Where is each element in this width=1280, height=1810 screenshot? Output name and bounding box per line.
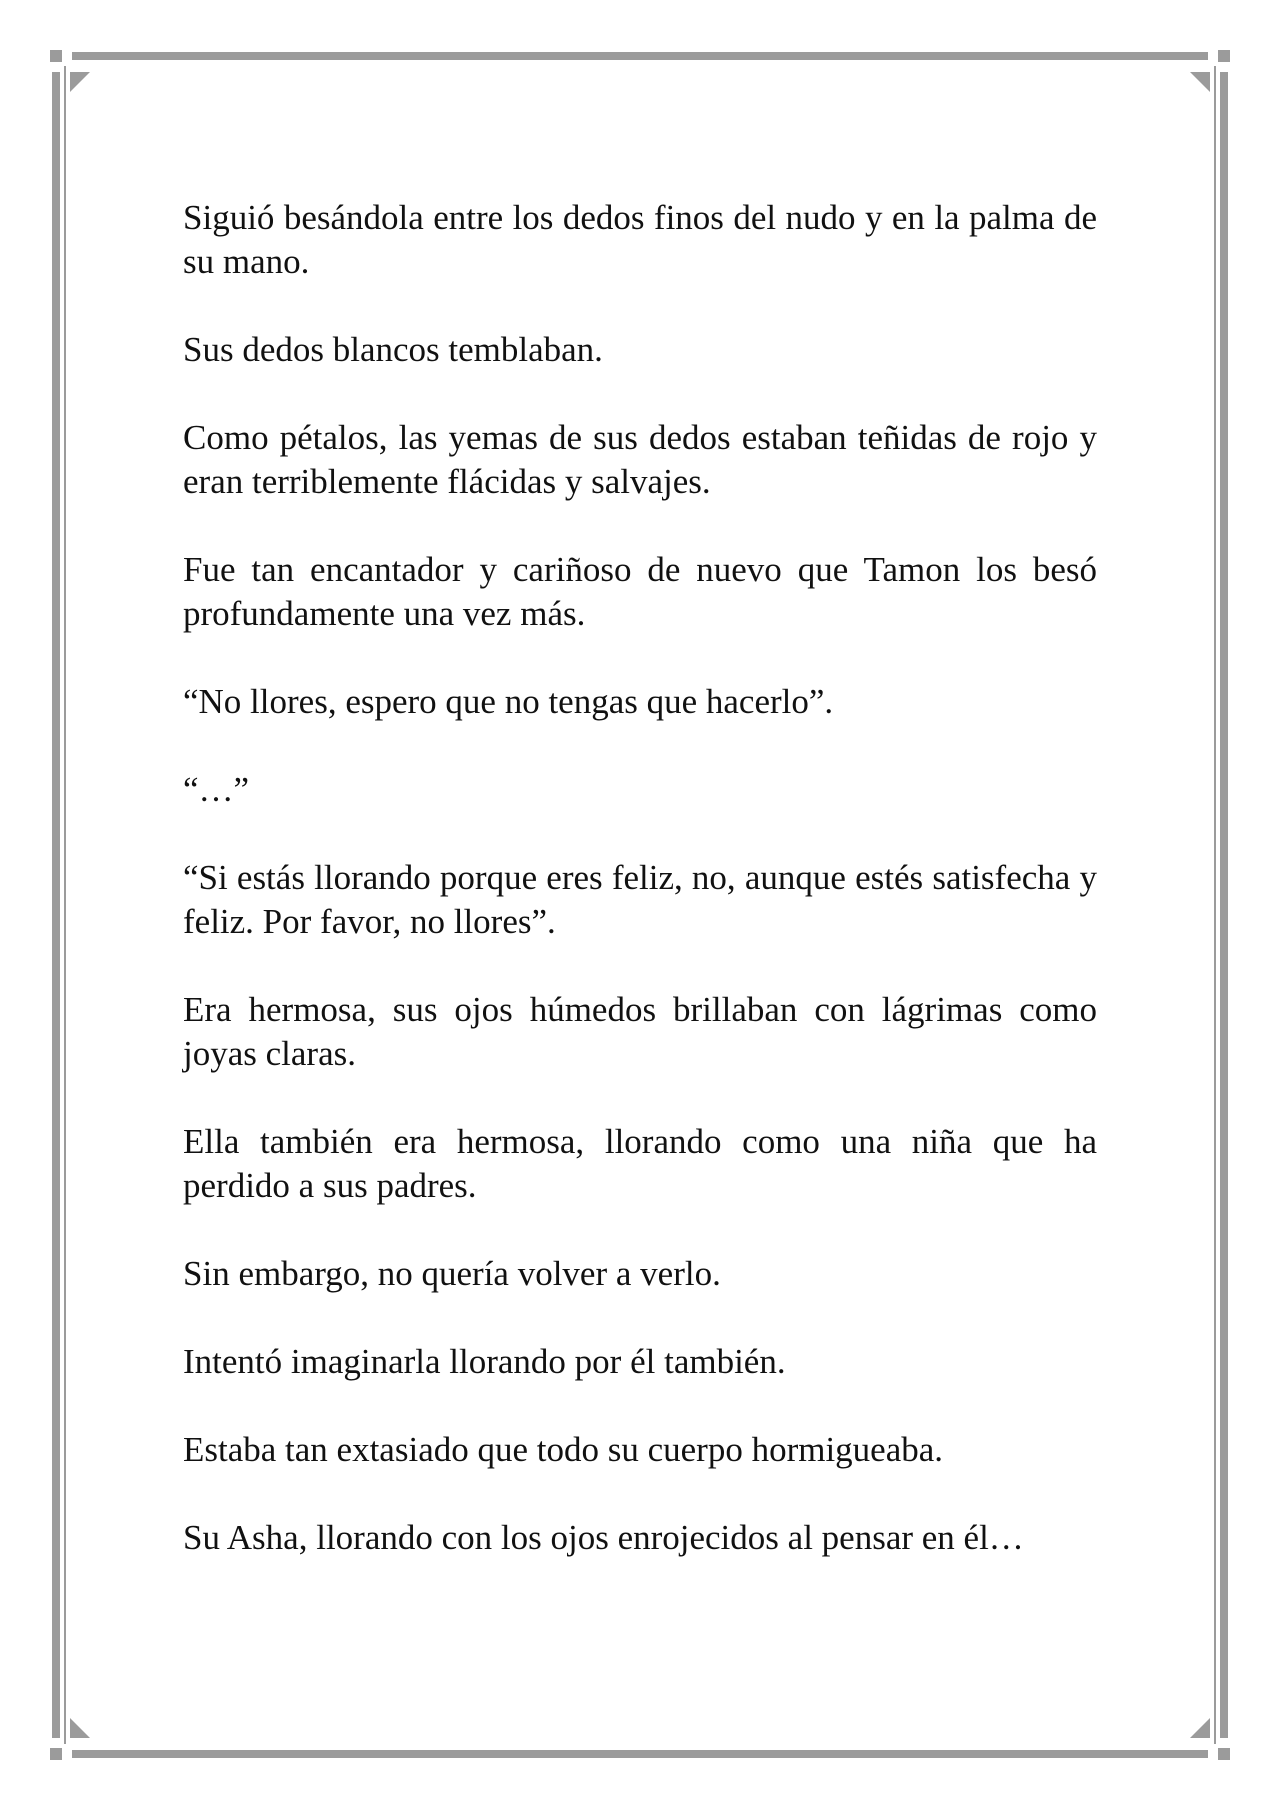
corner-square-tl xyxy=(50,50,62,62)
corner-square-br xyxy=(1218,1748,1230,1760)
corner-triangle-br xyxy=(1190,1718,1210,1738)
page-text xyxy=(183,196,1097,1604)
paragraph-12: Estaba tan extasiado que todo su cuerpo hormigueaba. xyxy=(183,1430,944,1469)
paragraph-6: “…” xyxy=(183,770,250,809)
paragraph-13: Su Asha, llorando con los ojos enrojecidos al pensar en él… xyxy=(183,1518,1024,1557)
paragraph-10: Sin embargo, no quería volver a verlo. xyxy=(183,1254,721,1293)
paragraph-3: Como pétalos, las yemas de sus dedos estaban teñidas de rojo y eran terriblemente flácidas y salvajes. xyxy=(183,418,1097,501)
paragraph-11: Intentó imaginarla llorando por él también. xyxy=(183,1342,786,1381)
corner-triangle-tl xyxy=(70,72,90,92)
paragraph-4: Fue tan encantador y cariñoso de nuevo que Tamon los besó profundamente una vez más. xyxy=(183,550,1097,633)
paragraph-8: Era hermosa, sus ojos húmedos brillaban con lágrimas como joyas claras. xyxy=(183,990,1097,1073)
paragraph-5: “No llores, espero que no tengas que hacerlo”. xyxy=(183,682,834,721)
corner-square-tr xyxy=(1218,50,1230,62)
paragraph-1: Siguió besándola entre los dedos finos del nudo y en la palma de su mano. xyxy=(183,198,1097,281)
paragraph-9: Ella también era hermosa, llorando como una niña que ha perdido a sus padres. xyxy=(183,1122,1097,1205)
paragraph-7: “Si estás llorando porque eres feliz, no, aunque estés satisfecha y feliz. Por favor, no llores”. xyxy=(183,858,1097,941)
paragraph-2: Sus dedos blancos temblaban. xyxy=(183,330,603,369)
corner-triangle-bl xyxy=(70,1718,90,1738)
corner-square-bl xyxy=(50,1748,62,1760)
corner-triangle-tr xyxy=(1190,72,1210,92)
